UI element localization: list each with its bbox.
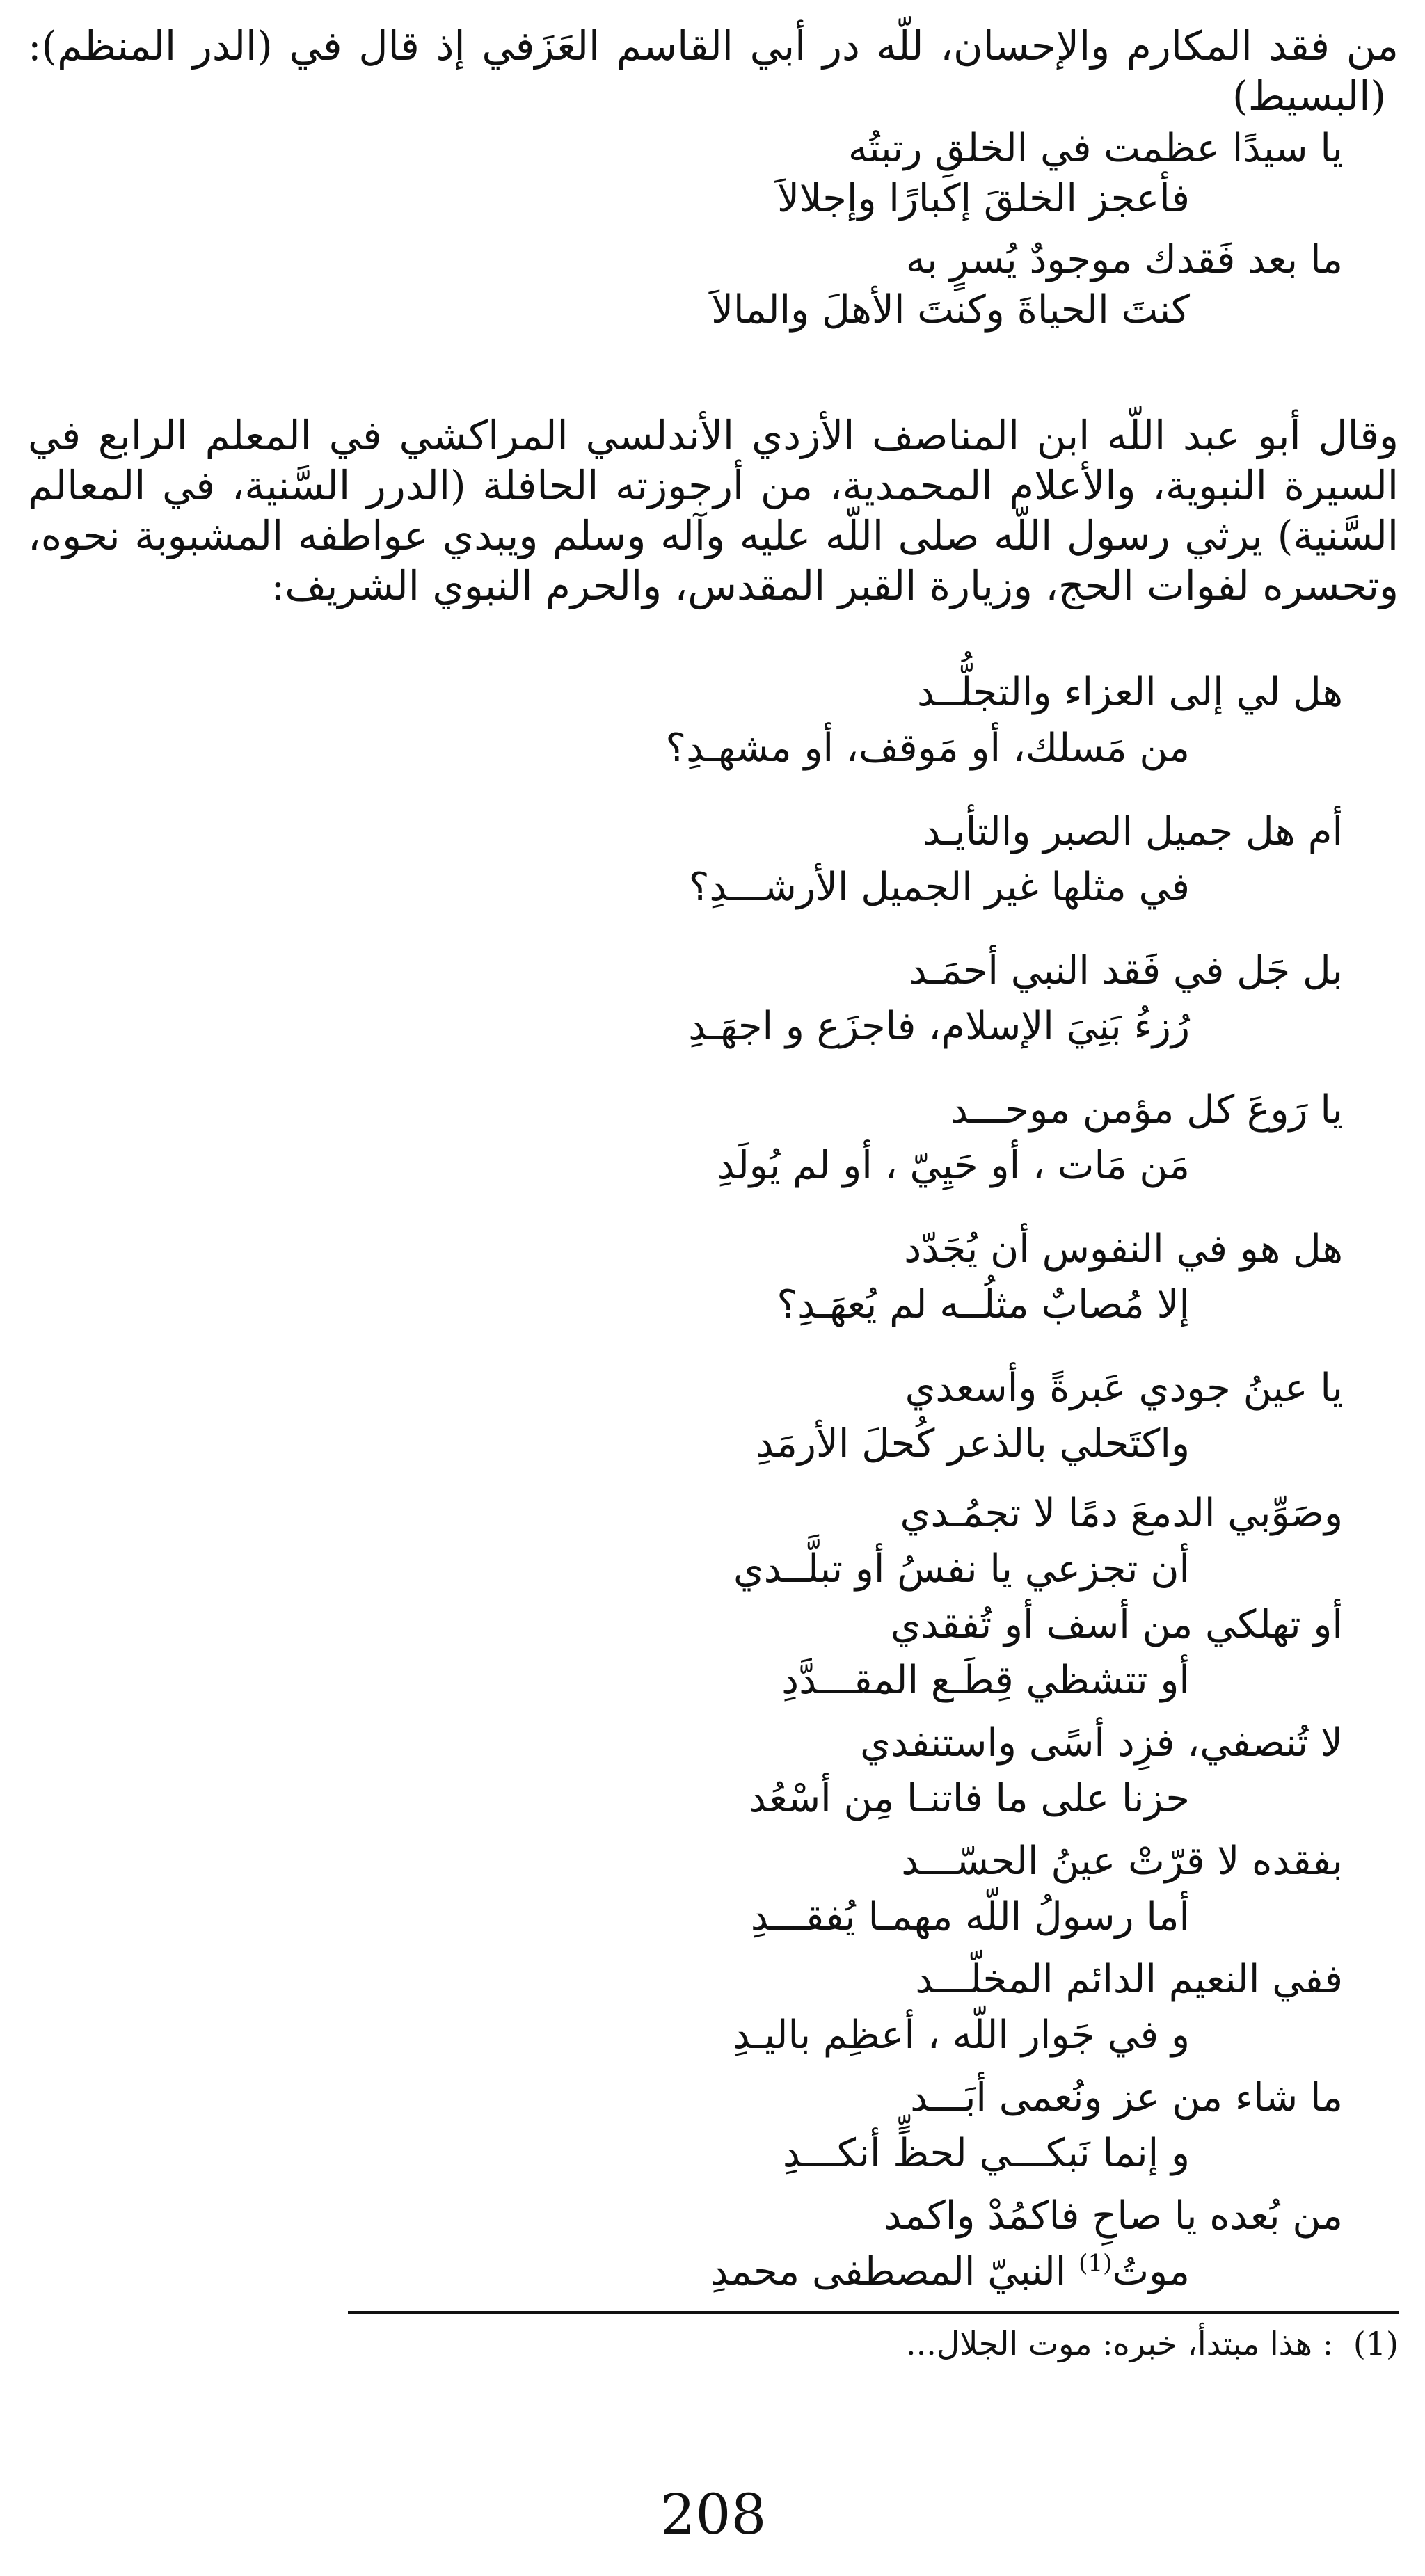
verse-second-hemistich: إلا مُصابٌ مثلُــه لم يُعهَـدِ؟ — [777, 1282, 1190, 1327]
verse-second-hemistich: من مَسلك، أو مَوقف، أو مشهـدِ؟ — [665, 726, 1190, 771]
verse-second-hemistich: في مثلها غير الجميل الأرشـــدِ؟ — [688, 865, 1190, 910]
body-paragraph: وقال أبو عبد اللّه ابن المناصف الأزدي الأندلسي المراكشي في المعلم الرابع في السيرة النبوية، والأعلام المحمدية، من أرجوزته الحافلة (الدرر السَّنية، في المعالم السَّنية) يرثي رسول اللّه صلى اللّه عليه وآله وسلم ويبدي عواطفه المشبوبة نحوه، وتحسره لفوات الحج، وزيارة القبر المقدس، والحرم النبوي الشريف: — [28, 412, 1399, 609]
verse-second-hemistich: أو تتشظي قِطَـع المقـــدَّدِ — [781, 1658, 1190, 1703]
verse-second-hemistich: أما رسولُ اللّه مهمـا يُفقـــدِ — [750, 1894, 1190, 1939]
verse-first-hemistich: هل لي إلى العزاء والتجلُّــد — [916, 670, 1343, 715]
footnote-reference: (1) — [1078, 2249, 1113, 2278]
verse-second-hemistich: مَن مَات ، أو حَيِيّ ، أو لم يُولَدِ — [717, 1143, 1190, 1188]
verse-first-hemistich: يا عينُ جودي عَبرةً وأسعدي — [905, 1366, 1343, 1411]
intro-text: من فقد المكارم والإحسان، للّه در أبي القاسم العَزَفي إذ قال في (الدر المنظم): — [28, 22, 1399, 70]
verse-first-hemistich: وصَوِّبي الدمعَ دمًا لا تجمُـدي — [900, 1491, 1343, 1536]
verse-first-hemistich: أو تهلكي من أسف أو تُفقدي — [890, 1602, 1343, 1647]
verse-first-hemistich: ما شاء من عز ونُعمى أبَـــد — [910, 2075, 1343, 2120]
verse-second-hemistich: رُزءُ بَنِيَ الإسلام، فاجزَع و اجهَـدِ — [688, 1004, 1190, 1049]
footnote-divider — [348, 2311, 1399, 2314]
verse-first-hemistich: بل جَل في فَقد النبي أحمَـد — [909, 948, 1343, 993]
verse-second-hemistich: و إنما نَبكـــي لحظٍّ أنكـــدِ — [782, 2131, 1190, 2176]
verse-second-hemistich: كنتَ الحياةَ وكنتَ الأهلَ والمالاَ — [711, 287, 1190, 333]
verse-first-hemistich: أم هل جميل الصبر والتأيـد — [923, 809, 1343, 854]
footnote-text: : هذا مبتدأ، خبره: موت الجلال... — [905, 2325, 1334, 2362]
page-number: 208 — [660, 2482, 767, 2547]
verse-second-hemistich: أن تجزعي يا نفسُ أو تبلَّــدي — [733, 1546, 1190, 1592]
page — [28, 21, 1399, 2553]
verse-second-hemistich: واكتَحلي بالذعر كُحلَ الأرمَدِ — [756, 1421, 1190, 1466]
verse-first-hemistich: ففي النعيم الدائم المخلّـــد — [915, 1957, 1343, 2002]
verse-first-hemistich: يا رَوعَ كل مؤمن موحـــد — [950, 1087, 1343, 1133]
verse-second-hemistich: حزنا على ما فاتنـا مِن أسْعُد — [748, 1776, 1190, 1821]
verse-first-hemistich: ما بعد فَقدك موجودٌ يُسرٍ به — [905, 237, 1343, 282]
verse-first-hemistich: بفقده لا قرّتْ عينُ الحسّـــد — [901, 1839, 1343, 1884]
verse-second-hemistich: موتُ$^{(1)}$ النبيّ المصطفى محمدِ — [710, 2249, 1190, 2294]
verse-first-hemistich: لا تُنصفي، فزِد أسًى واستنفدي — [860, 1720, 1343, 1766]
verse-first-hemistich: يا سيدًا عظمت في الخلقِ رتبتُه — [847, 126, 1343, 171]
verse-first-hemistich: من بُعده يا صاحِ فاكمُدْ واكمد — [884, 2193, 1343, 2239]
footnote-marker: (1) — [1353, 2325, 1399, 2362]
verse-first-hemistich: هل هو في النفوس أن يُجَدّد — [904, 1226, 1343, 1272]
meter-label: (البسيط) — [1232, 72, 1386, 120]
verse-second-hemistich: فأعجز الخلقَ إكبارًا وإجلالاَ — [777, 176, 1190, 221]
footnote — [906, 2323, 1399, 2364]
intro-paragraph — [28, 21, 1399, 121]
verse-second-hemistich: و في جَوار اللّه ، أعظِم باليـدِ — [732, 2013, 1190, 2058]
